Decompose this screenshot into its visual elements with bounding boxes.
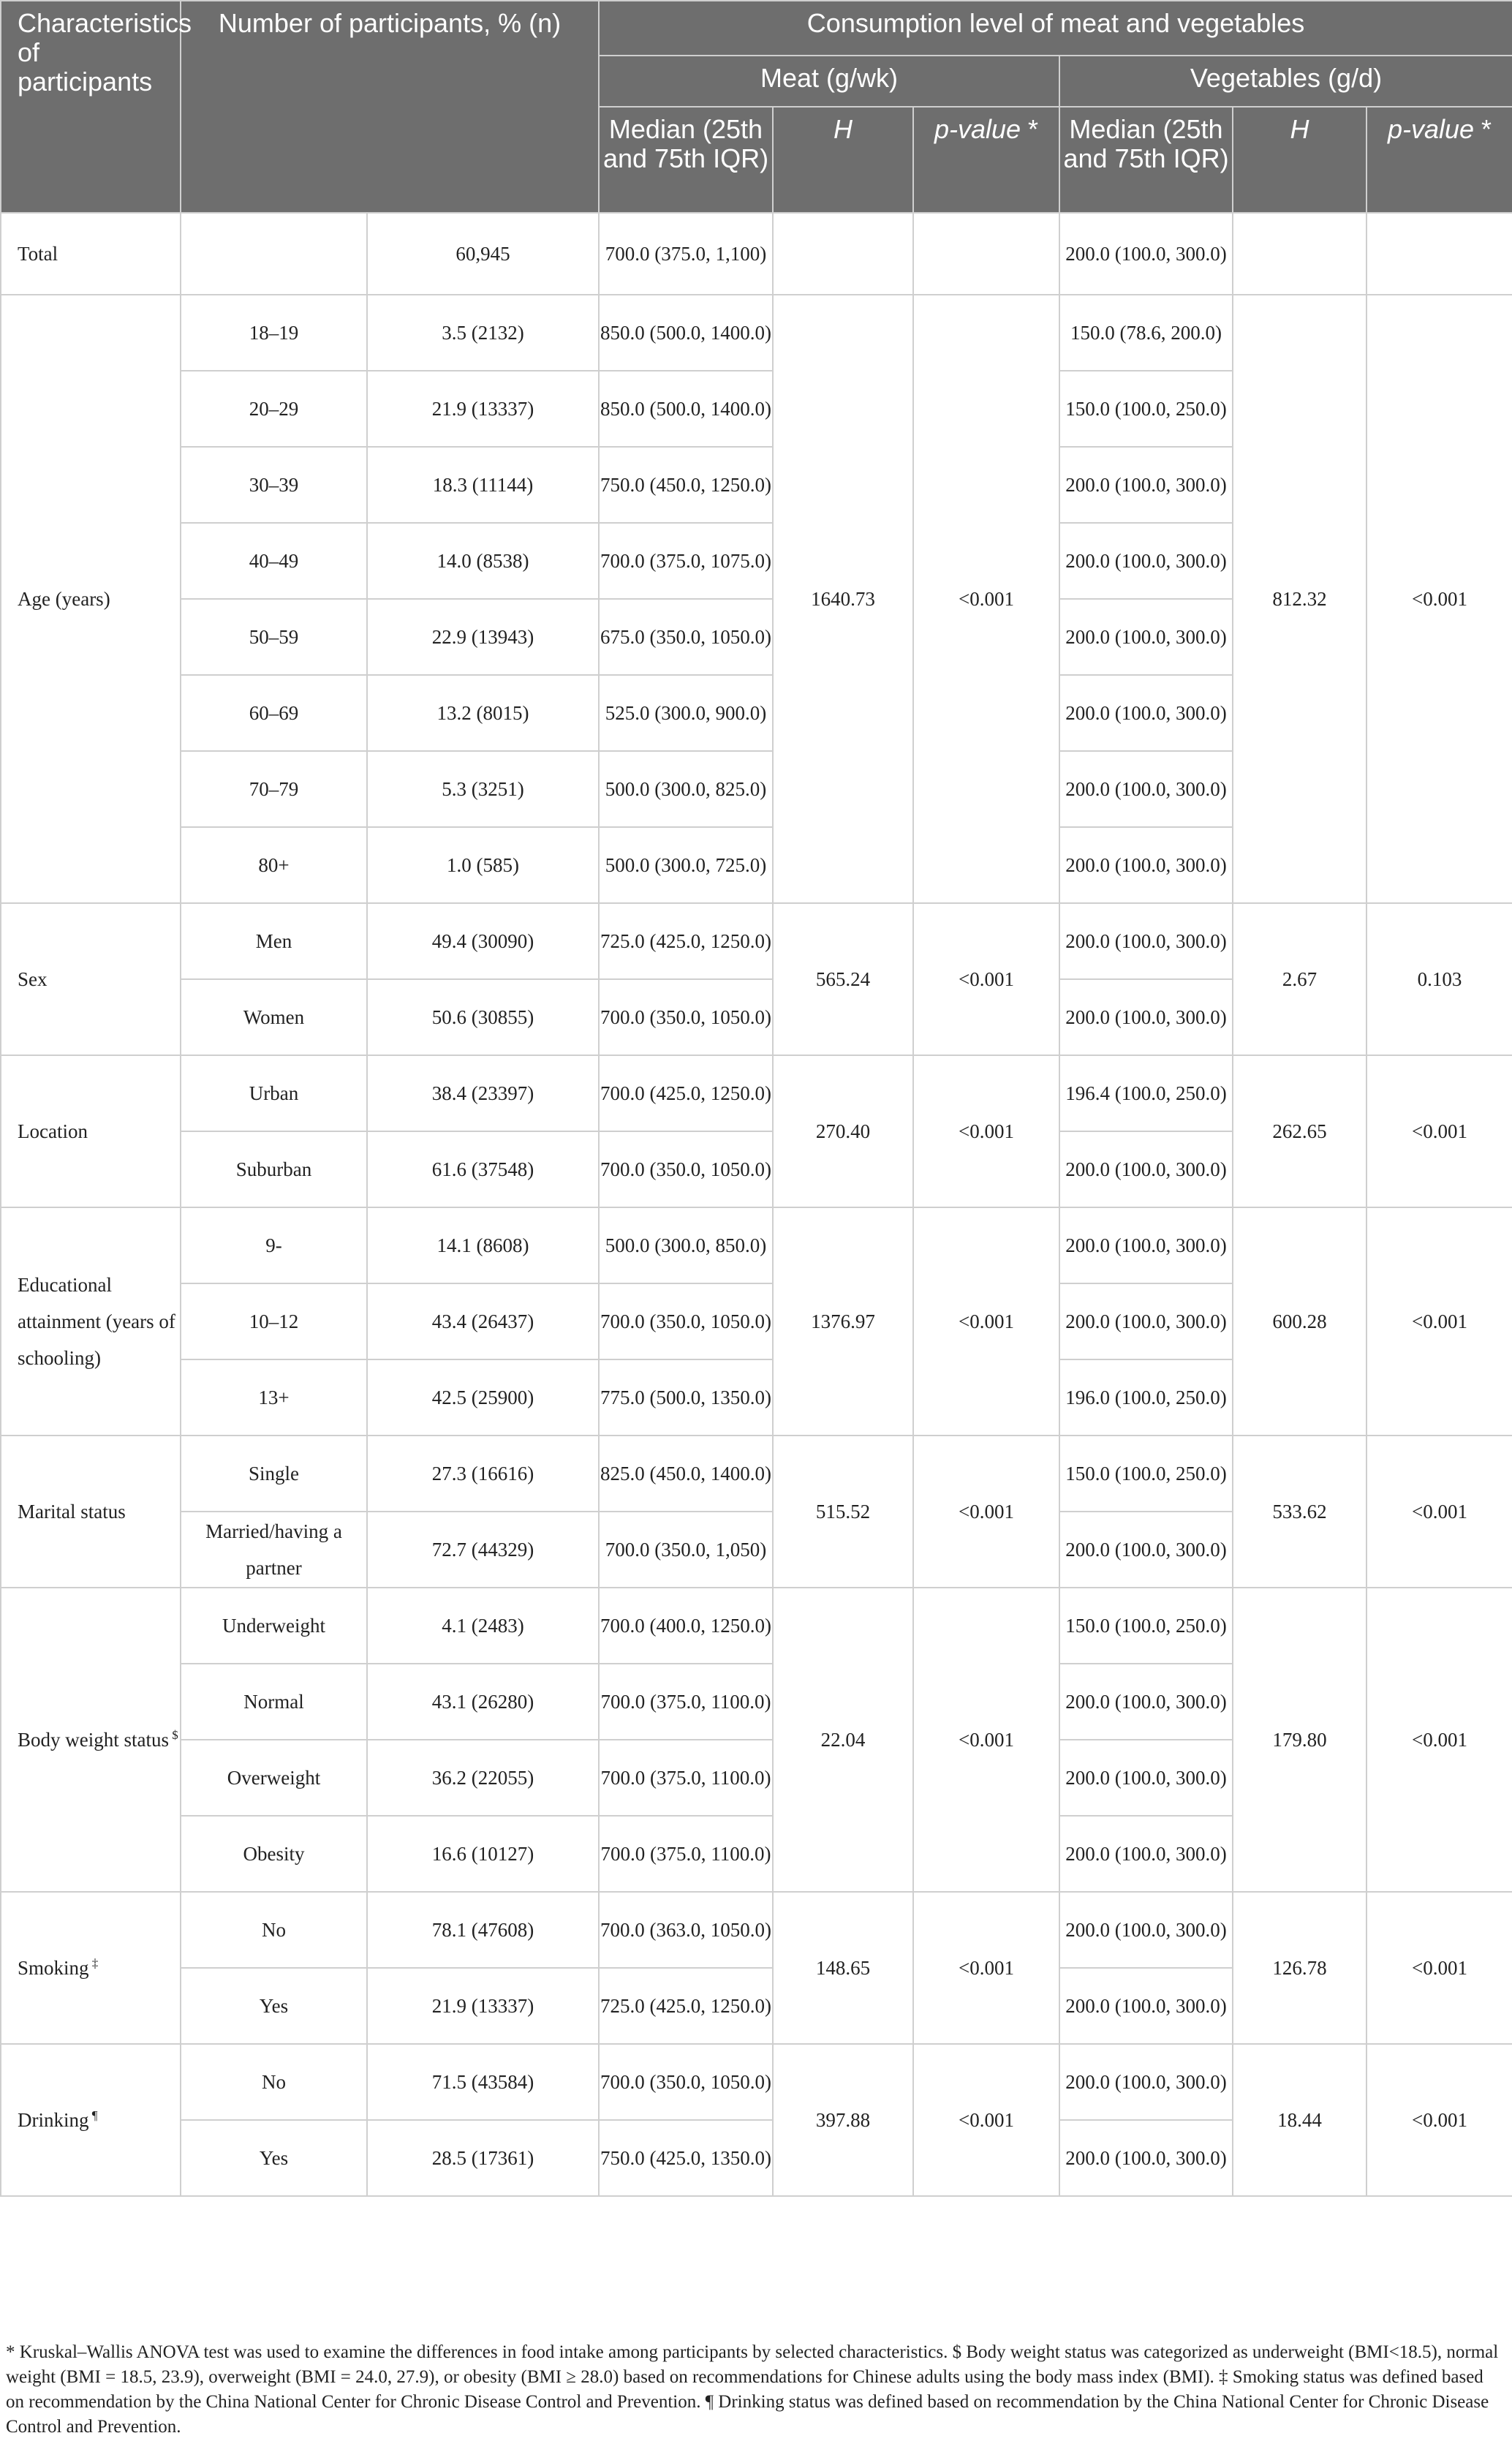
participants-value: 16.6 (10127) (367, 1816, 599, 1892)
table-body (1, 213, 1512, 2196)
veg-h-value: 600.28 (1233, 1207, 1367, 1436)
subgroup-label: Men (181, 903, 367, 979)
meat-h-value: 22.04 (773, 1588, 913, 1892)
veg-median-value: 200.0 (100.0, 300.0) (1059, 979, 1233, 1055)
participants-value: 49.4 (30090) (367, 903, 599, 979)
veg-median-value: 200.0 (100.0, 300.0) (1059, 523, 1233, 599)
meat-median-value: 700.0 (363.0, 1050.0) (599, 1892, 773, 1968)
participants-value: 18.3 (11144) (367, 447, 599, 523)
meat-p-value: <0.001 (913, 1588, 1059, 1892)
participants-value: 22.9 (13943) (367, 599, 599, 675)
meat-median-value: 525.0 (300.0, 900.0) (599, 675, 773, 751)
meat-median-value: 850.0 (500.0, 1400.0) (599, 295, 773, 371)
participants-value: 21.9 (13337) (367, 371, 599, 447)
veg-median-value: 200.0 (100.0, 300.0) (1059, 1816, 1233, 1892)
total-meat-median: 700.0 (375.0, 1,100) (599, 213, 773, 295)
total-row (1, 213, 1512, 295)
veg-median-value: 200.0 (100.0, 300.0) (1059, 751, 1233, 827)
group-label-text: Smoking (18, 1957, 89, 1979)
table-row (1, 2044, 1512, 2120)
meat-h-value: 1640.73 (773, 295, 913, 903)
subgroup-label: 80+ (181, 827, 367, 903)
footnote: * Kruskal–Wallis ANOVA test was used to examine the differences in food intake among participants by selected characteristics. $ Body weight status was categorized as underweight (BMI<18.5), normal weight (BMI = 18.5, 23.9), overweight (BMI = 24.0, 27.9), or obesity (BMI ≥ 28.0) based on recommendations for Chinese adults using the body mass index (BMI). ‡ Smoking status was defined based on recommendation by the China National Center for Chronic Disease Control and Prevention. ¶ Drinking status was defined based on recommendation by the China National Center for Chronic Disease Control and Prevention. (6, 2342, 1499, 2437)
meat-h-value: 270.40 (773, 1055, 913, 1207)
meat-median-value: 700.0 (350.0, 1,050) (599, 1512, 773, 1588)
subgroup-label: 20–29 (181, 371, 367, 447)
meat-median-value: 500.0 (300.0, 725.0) (599, 827, 773, 903)
veg-median-value: 150.0 (100.0, 250.0) (1059, 1436, 1233, 1512)
participants-value: 78.1 (47608) (367, 1892, 599, 1968)
veg-median-value: 200.0 (100.0, 300.0) (1059, 827, 1233, 903)
table-row (1, 903, 1512, 979)
veg-median-value: 196.4 (100.0, 250.0) (1059, 1055, 1233, 1131)
group-label (1, 1436, 181, 1588)
veg-p-value: <0.001 (1367, 1207, 1512, 1436)
group-label (1, 295, 181, 903)
subgroup-label: No (181, 1892, 367, 1968)
veg-median-value: 200.0 (100.0, 300.0) (1059, 903, 1233, 979)
group-label (1, 1207, 181, 1436)
veg-h-value: 126.78 (1233, 1892, 1367, 2044)
total-veg-median: 200.0 (100.0, 300.0) (1059, 213, 1233, 295)
veg-median-value: 200.0 (100.0, 300.0) (1059, 1207, 1233, 1283)
footnote-marker: ‡ (88, 1956, 99, 1970)
participants-value: 43.4 (26437) (367, 1283, 599, 1359)
subgroup-label: Yes (181, 1968, 367, 2044)
table-row (1, 1207, 1512, 1283)
group-label (1, 1055, 181, 1207)
subgroup-label: Urban (181, 1055, 367, 1131)
veg-median-value: 150.0 (78.6, 200.0) (1059, 295, 1233, 371)
group-label (1, 1892, 181, 2044)
meat-median-value: 500.0 (300.0, 825.0) (599, 751, 773, 827)
header-veg-p (1367, 107, 1512, 213)
meat-p-value: <0.001 (913, 295, 1059, 903)
total-meat-p (913, 213, 1059, 295)
meat-median-value: 700.0 (350.0, 1050.0) (599, 1283, 773, 1359)
veg-median-value: 150.0 (100.0, 250.0) (1059, 1588, 1233, 1664)
veg-median-value: 200.0 (100.0, 300.0) (1059, 1740, 1233, 1816)
total-veg-p (1367, 213, 1512, 295)
meat-median-value: 700.0 (375.0, 1075.0) (599, 523, 773, 599)
meat-h-value: 1376.97 (773, 1207, 913, 1436)
total-veg-h (1233, 213, 1367, 295)
header-consumption: Consumption level of meat and vegetables (599, 1, 1512, 56)
subgroup-label: Married/having a partner (181, 1512, 367, 1588)
veg-median-value: 200.0 (100.0, 300.0) (1059, 675, 1233, 751)
subgroup-label: No (181, 2044, 367, 2120)
meat-p-value: <0.001 (913, 1055, 1059, 1207)
veg-h-value: 179.80 (1233, 1588, 1367, 1892)
meat-p-value: <0.001 (913, 903, 1059, 1055)
table-row (1, 1436, 1512, 1512)
meat-median-value: 700.0 (375.0, 1100.0) (599, 1664, 773, 1740)
participants-value: 21.9 (13337) (367, 1968, 599, 2044)
group-label-text: Location (18, 1120, 88, 1142)
meat-median-value: 700.0 (350.0, 1050.0) (599, 1131, 773, 1207)
meat-median-value: 725.0 (425.0, 1250.0) (599, 903, 773, 979)
participants-value: 14.0 (8538) (367, 523, 599, 599)
veg-median-value: 200.0 (100.0, 300.0) (1059, 1892, 1233, 1968)
group-label (1, 1588, 181, 1892)
header-meat-p (913, 107, 1059, 213)
participants-value: 43.1 (26280) (367, 1664, 599, 1740)
meat-median-value: 825.0 (450.0, 1400.0) (599, 1436, 773, 1512)
veg-h-value: 533.62 (1233, 1436, 1367, 1588)
header-meat: Meat (g/wk) (599, 56, 1059, 107)
veg-p-value: <0.001 (1367, 1588, 1512, 1892)
subgroup-label: 18–19 (181, 295, 367, 371)
group-label-text: Drinking (18, 2109, 89, 2131)
veg-p-value: <0.001 (1367, 2044, 1512, 2196)
veg-median-value: 200.0 (100.0, 300.0) (1059, 1512, 1233, 1588)
veg-median-value: 150.0 (100.0, 250.0) (1059, 371, 1233, 447)
veg-median-value: 200.0 (100.0, 300.0) (1059, 599, 1233, 675)
participants-value: 50.6 (30855) (367, 979, 599, 1055)
header-meat-h: H (773, 107, 913, 213)
table-row (1, 1588, 1512, 1664)
participants-value: 14.1 (8608) (367, 1207, 599, 1283)
meat-h-value: 148.65 (773, 1892, 913, 2044)
table-header (1, 1, 1512, 213)
p-value-label: p-value (934, 114, 1021, 144)
footnote-marker: ¶ (88, 2108, 98, 2122)
subgroup-label: 60–69 (181, 675, 367, 751)
meat-median-value: 700.0 (375.0, 1100.0) (599, 1740, 773, 1816)
veg-median-value: 200.0 (100.0, 300.0) (1059, 1664, 1233, 1740)
veg-median-value: 200.0 (100.0, 300.0) (1059, 1968, 1233, 2044)
participants-value: 36.2 (22055) (367, 1740, 599, 1816)
participants-value: 28.5 (17361) (367, 2120, 599, 2196)
header-veg-median: Median (25th and 75th IQR) (1059, 107, 1233, 213)
group-label-text: Sex (18, 968, 48, 990)
meat-p-value: <0.001 (913, 1207, 1059, 1436)
total-n: 60,945 (367, 213, 599, 295)
veg-median-value: 196.0 (100.0, 250.0) (1059, 1359, 1233, 1436)
veg-h-value: 262.65 (1233, 1055, 1367, 1207)
participants-value: 3.5 (2132) (367, 295, 599, 371)
meat-median-value: 700.0 (400.0, 1250.0) (599, 1588, 773, 1664)
group-label-text: Marital status (18, 1501, 126, 1523)
meat-median-value: 725.0 (425.0, 1250.0) (599, 1968, 773, 2044)
header-meat-median: Median (25th and 75th IQR) (599, 107, 773, 213)
footnote-marker: $ (169, 1728, 178, 1742)
veg-median-value: 200.0 (100.0, 300.0) (1059, 1283, 1233, 1359)
subgroup-label: 10–12 (181, 1283, 367, 1359)
meat-median-value: 500.0 (300.0, 850.0) (599, 1207, 773, 1283)
meat-p-value: <0.001 (913, 1892, 1059, 2044)
participants-value: 38.4 (23397) (367, 1055, 599, 1131)
group-label-text: Educational attainment (years of schooling) (18, 1274, 175, 1369)
total-sub (181, 213, 367, 295)
meat-median-value: 750.0 (425.0, 1350.0) (599, 2120, 773, 2196)
subgroup-label: 9- (181, 1207, 367, 1283)
meat-median-value: 850.0 (500.0, 1400.0) (599, 371, 773, 447)
group-label-text: Age (years) (18, 588, 110, 610)
veg-h-value: 812.32 (1233, 295, 1367, 903)
meat-h-value: 397.88 (773, 2044, 913, 2196)
participants-value: 13.2 (8015) (367, 675, 599, 751)
total-label: Total (1, 213, 181, 295)
subgroup-label: Women (181, 979, 367, 1055)
meat-median-value: 675.0 (350.0, 1050.0) (599, 599, 773, 675)
meat-median-value: 700.0 (350.0, 1050.0) (599, 2044, 773, 2120)
subgroup-label: 70–79 (181, 751, 367, 827)
meat-h-value: 565.24 (773, 903, 913, 1055)
participants-value: 61.6 (37548) (367, 1131, 599, 1207)
veg-p-value: <0.001 (1367, 295, 1512, 903)
participants-value: 27.3 (16616) (367, 1436, 599, 1512)
participants-value: 5.3 (3251) (367, 751, 599, 827)
meat-h-value: 515.52 (773, 1436, 913, 1588)
subgroup-label: Underweight (181, 1588, 367, 1664)
participants-value: 4.1 (2483) (367, 1588, 599, 1664)
p-value-label: p-value (1387, 114, 1475, 144)
meat-median-value: 700.0 (375.0, 1100.0) (599, 1816, 773, 1892)
veg-median-value: 200.0 (100.0, 300.0) (1059, 2044, 1233, 2120)
veg-h-value: 2.67 (1233, 903, 1367, 1055)
veg-p-value: 0.103 (1367, 903, 1512, 1055)
table-row (1, 1892, 1512, 1968)
veg-median-value: 200.0 (100.0, 300.0) (1059, 447, 1233, 523)
meat-median-value: 775.0 (500.0, 1350.0) (599, 1359, 773, 1436)
group-label (1, 2044, 181, 2196)
meat-median-value: 700.0 (425.0, 1250.0) (599, 1055, 773, 1131)
participants-value: 42.5 (25900) (367, 1359, 599, 1436)
meat-p-value: <0.001 (913, 1436, 1059, 1588)
veg-h-value: 18.44 (1233, 2044, 1367, 2196)
veg-p-value: <0.001 (1367, 1436, 1512, 1588)
group-label-text: Body weight status (18, 1729, 169, 1751)
subgroup-label: 40–49 (181, 523, 367, 599)
header-vegetables: Vegetables (g/d) (1059, 56, 1512, 107)
veg-median-value: 200.0 (100.0, 300.0) (1059, 1131, 1233, 1207)
group-label (1, 903, 181, 1055)
veg-p-value: <0.001 (1367, 1055, 1512, 1207)
participants-value: 72.7 (44329) (367, 1512, 599, 1588)
header-number: Number of participants, % (n) (181, 1, 599, 213)
meat-median-value: 700.0 (350.0, 1050.0) (599, 979, 773, 1055)
subgroup-label: Suburban (181, 1131, 367, 1207)
veg-p-value: <0.001 (1367, 1892, 1512, 2044)
subgroup-label: Overweight (181, 1740, 367, 1816)
header-veg-h: H (1233, 107, 1367, 213)
p-value-marker: * (1021, 114, 1039, 144)
subgroup-label: 30–39 (181, 447, 367, 523)
p-value-marker: * (1474, 114, 1492, 144)
subgroup-label: Obesity (181, 1816, 367, 1892)
subgroup-label: 13+ (181, 1359, 367, 1436)
meat-p-value: <0.001 (913, 2044, 1059, 2196)
table-row (1, 1055, 1512, 1131)
table-row (1, 295, 1512, 371)
participants-value: 1.0 (585) (367, 827, 599, 903)
total-meat-h (773, 213, 913, 295)
veg-median-value: 200.0 (100.0, 300.0) (1059, 2120, 1233, 2196)
subgroup-label: Single (181, 1436, 367, 1512)
subgroup-label: 50–59 (181, 599, 367, 675)
header-characteristics: Characteristics of participants (1, 1, 181, 213)
meat-median-value: 750.0 (450.0, 1250.0) (599, 447, 773, 523)
participants-value: 71.5 (43584) (367, 2044, 599, 2120)
subgroup-label: Yes (181, 2120, 367, 2196)
subgroup-label: Normal (181, 1664, 367, 1740)
